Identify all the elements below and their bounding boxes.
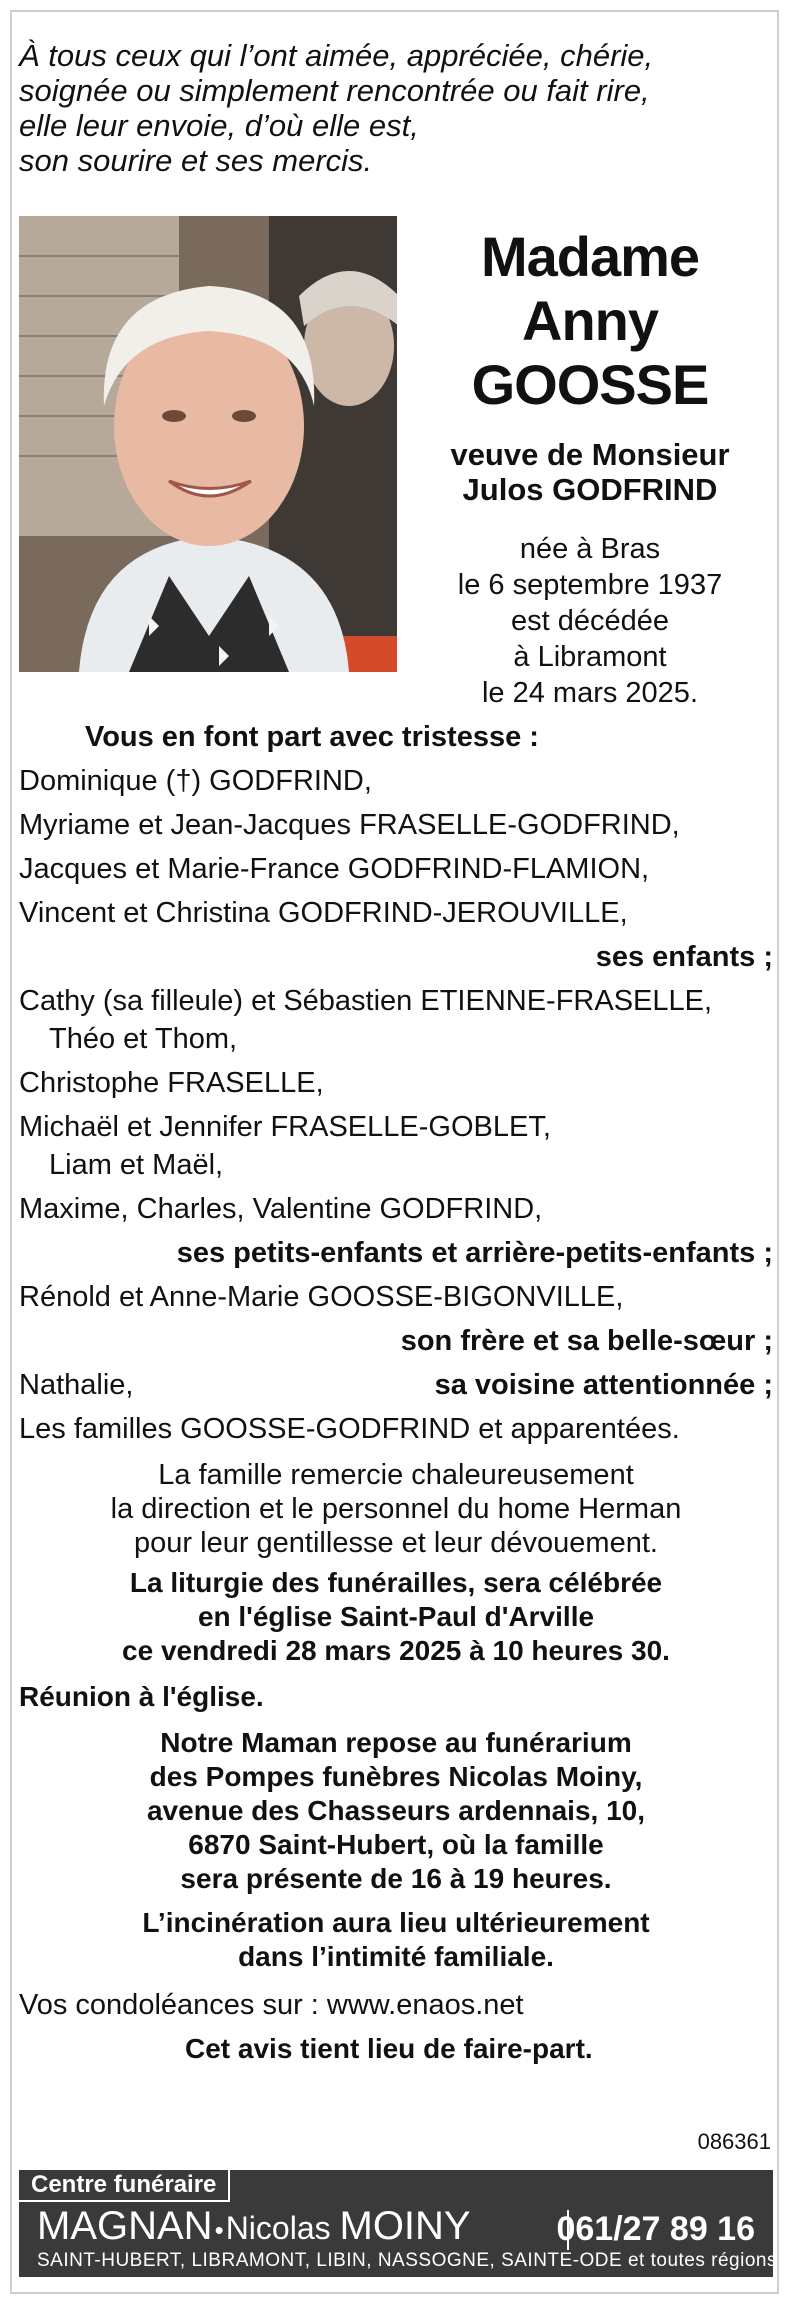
director-first-name: Nicolas: [225, 2210, 340, 2246]
bullet-separator: •: [214, 2215, 224, 2245]
family-line: Vincent et Christina GODFRIND-JEROUVILLE,: [19, 897, 628, 929]
thanks-block: [19, 1458, 773, 1560]
banner-tag: Centre funéraire: [19, 2170, 230, 2202]
thanks-line: La famille remercie chaleureusement: [158, 1459, 634, 1491]
family-line: Myriame et Jean-Jacques FRASELLE-GODFRIND,: [19, 809, 680, 841]
announcement-body: [19, 718, 773, 2068]
family-line: Michaël et Jennifer FRASELLE-GOBLET,: [19, 1111, 551, 1143]
announce-heading: Vous en font part avec tristesse :: [85, 721, 539, 753]
info-line: le 6 septembre 1937: [457, 569, 723, 601]
cremation-block: [19, 1906, 773, 1974]
liturgy-line: La liturgie des funérailles, sera célébrée: [129, 1567, 663, 1598]
intro-poem: [19, 38, 759, 178]
liturgy-line: en l'église Saint-Paul d'Arville: [197, 1601, 595, 1632]
portrait-illustration: [19, 216, 397, 672]
info-line: est décédée: [510, 605, 669, 637]
family-line: Jacques et Marie-France GODFRIND-FLAMION,: [19, 853, 650, 885]
liturgy-block: [19, 1566, 773, 1668]
family-line: Les familles GOOSSE-GODFRIND et apparentées.: [19, 1413, 680, 1445]
portrait-photo: [19, 216, 397, 672]
funeral-home-name: [37, 2202, 471, 2254]
intro-line: soignée ou simplement rencontrée ou fait rire,: [19, 73, 650, 108]
notice-note: Cet avis tient lieu de faire-part.: [185, 2033, 593, 2064]
cremation-line: dans l’intimité familiale.: [238, 1941, 554, 1972]
director-last-name: MOINY: [339, 2204, 471, 2248]
cremation-line: L’incinération aura lieu ultérieurement: [142, 1907, 650, 1938]
rest-line: Notre Maman repose au funérarium: [160, 1727, 632, 1758]
info-line: à Libramont: [513, 641, 667, 673]
brand-name: MAGNAN: [37, 2204, 213, 2248]
rest-line: sera présente de 16 à 19 heures.: [180, 1863, 612, 1894]
rest-line: 6870 Saint-Hubert, où la famille: [188, 1829, 604, 1860]
deceased-title: Madame: [480, 225, 700, 288]
family-line: Christophe FRASELLE,: [19, 1067, 324, 1099]
family-line: Théo et Thom,: [49, 1023, 238, 1055]
neighbour-row: [19, 1366, 773, 1404]
rest-line: avenue des Chasseurs ardennais, 10,: [146, 1795, 646, 1826]
info-line: née à Bras: [519, 533, 661, 565]
relation-label: ses enfants ;: [595, 941, 773, 973]
rest-block: [19, 1726, 773, 1896]
family-line: Nathalie,: [19, 1369, 134, 1401]
intro-line: son sourire et ses mercis.: [19, 143, 373, 178]
family-line: Maxime, Charles, Valentine GODFRIND,: [19, 1193, 543, 1225]
phone-number[interactable]: 061/27 89 16: [556, 2210, 755, 2248]
relation-label: sa voisine attentionnée ;: [434, 1369, 773, 1401]
intro-line: elle leur envoie, d’où elle est,: [19, 108, 419, 143]
relation-label: ses petits-enfants et arrière-petits-enfants ;: [176, 1237, 773, 1269]
thanks-line: pour leur gentillesse et leur dévouement.: [134, 1527, 658, 1559]
family-line: Liam et Maël,: [49, 1149, 224, 1181]
widow-of: [405, 437, 775, 507]
deceased-name: Anny GOOSSE: [471, 289, 709, 416]
widow-line: Julos GODFRIND: [462, 472, 718, 507]
funeral-home-banner: [19, 2170, 777, 2277]
condolences-link[interactable]: Vos condoléances sur : www.enaos.net: [19, 1989, 524, 2021]
deceased-header: [405, 225, 775, 711]
intro-line: À tous ceux qui l’ont aimée, appréciée, chérie,: [19, 38, 654, 73]
reference-number: 086361: [697, 2129, 771, 2154]
widow-line: veuve de Monsieur: [450, 437, 730, 472]
info-line: le 24 mars 2025.: [481, 677, 698, 709]
liturgy-line: ce vendredi 28 mars 2025 à 10 heures 30.: [122, 1635, 670, 1666]
thanks-line: la direction et le personnel du home Herman: [110, 1493, 682, 1525]
service-areas: SAINT-HUBERT, LIBRAMONT, LIBIN, NASSOGNE, SAINTE-ODE et toutes régions: [37, 2250, 777, 2271]
family-line: Rénold et Anne-Marie GOOSSE-BIGONVILLE,: [19, 1281, 624, 1313]
birth-death-info: [405, 531, 775, 711]
relation-label: son frère et sa belle-sœur ;: [400, 1325, 773, 1357]
family-line: Cathy (sa filleule) et Sébastien ETIENNE-FRASELLE,: [19, 985, 713, 1017]
family-line: Dominique (†) GODFRIND,: [19, 765, 372, 797]
meeting-info: Réunion à l'église.: [19, 1681, 264, 1712]
rest-line: des Pompes funèbres Nicolas Moiny,: [149, 1761, 643, 1792]
